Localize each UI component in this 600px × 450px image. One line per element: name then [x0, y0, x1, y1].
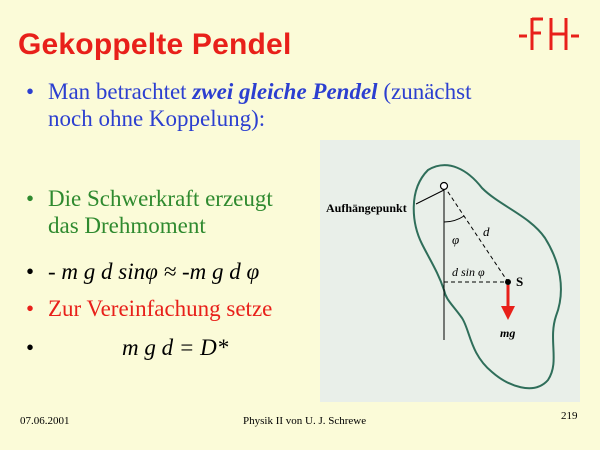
s-label: S [516, 274, 524, 289]
pivot-point [441, 183, 448, 190]
bullet-dot: • [26, 259, 35, 284]
bullet-dot: • [26, 186, 35, 211]
torque-formula: - m g d sinφ ≈ -m g d φ [48, 259, 260, 284]
bullet-dot: • [26, 296, 35, 321]
bullet-dot: • [26, 79, 35, 104]
page-number: 219 [561, 410, 578, 422]
rigid-body-outline [414, 165, 561, 388]
phi-label: φ [452, 232, 460, 247]
suspension-label: Aufhängepunkt [326, 201, 407, 215]
substitution-formula: m g d = D* [122, 335, 229, 360]
slide-title: Gekoppelte Pendel [18, 28, 292, 61]
pendulum-diagram [320, 140, 580, 402]
pendulum-figure [320, 140, 580, 402]
bullet-1-line-2: noch ohne Koppelung): [48, 106, 266, 131]
angle-arc [444, 216, 464, 222]
fh-logo [517, 14, 581, 54]
footer-date: 07.06.2001 [20, 415, 70, 427]
bullet-dot: • [26, 335, 35, 360]
simplification-text: Zur Vereinfachung setze [48, 296, 273, 321]
gravity-arrow-head [501, 306, 515, 320]
footer-author: Physik II von U. J. Schrewe [243, 415, 367, 427]
center-of-mass-point [505, 279, 511, 285]
mg-label: mg [500, 326, 516, 340]
dsin-label: d sin φ [452, 265, 485, 279]
d-label: d [483, 224, 490, 239]
bullet-2-line-1: Die Schwerkraft erzeugt [48, 186, 273, 211]
bullet-1-line-1: Man betrachtet zwei gleiche Pendel (zunächst [48, 79, 472, 104]
suspension-leader-line [416, 190, 444, 204]
bullet-2-line-2: das Drehmoment [48, 213, 206, 238]
